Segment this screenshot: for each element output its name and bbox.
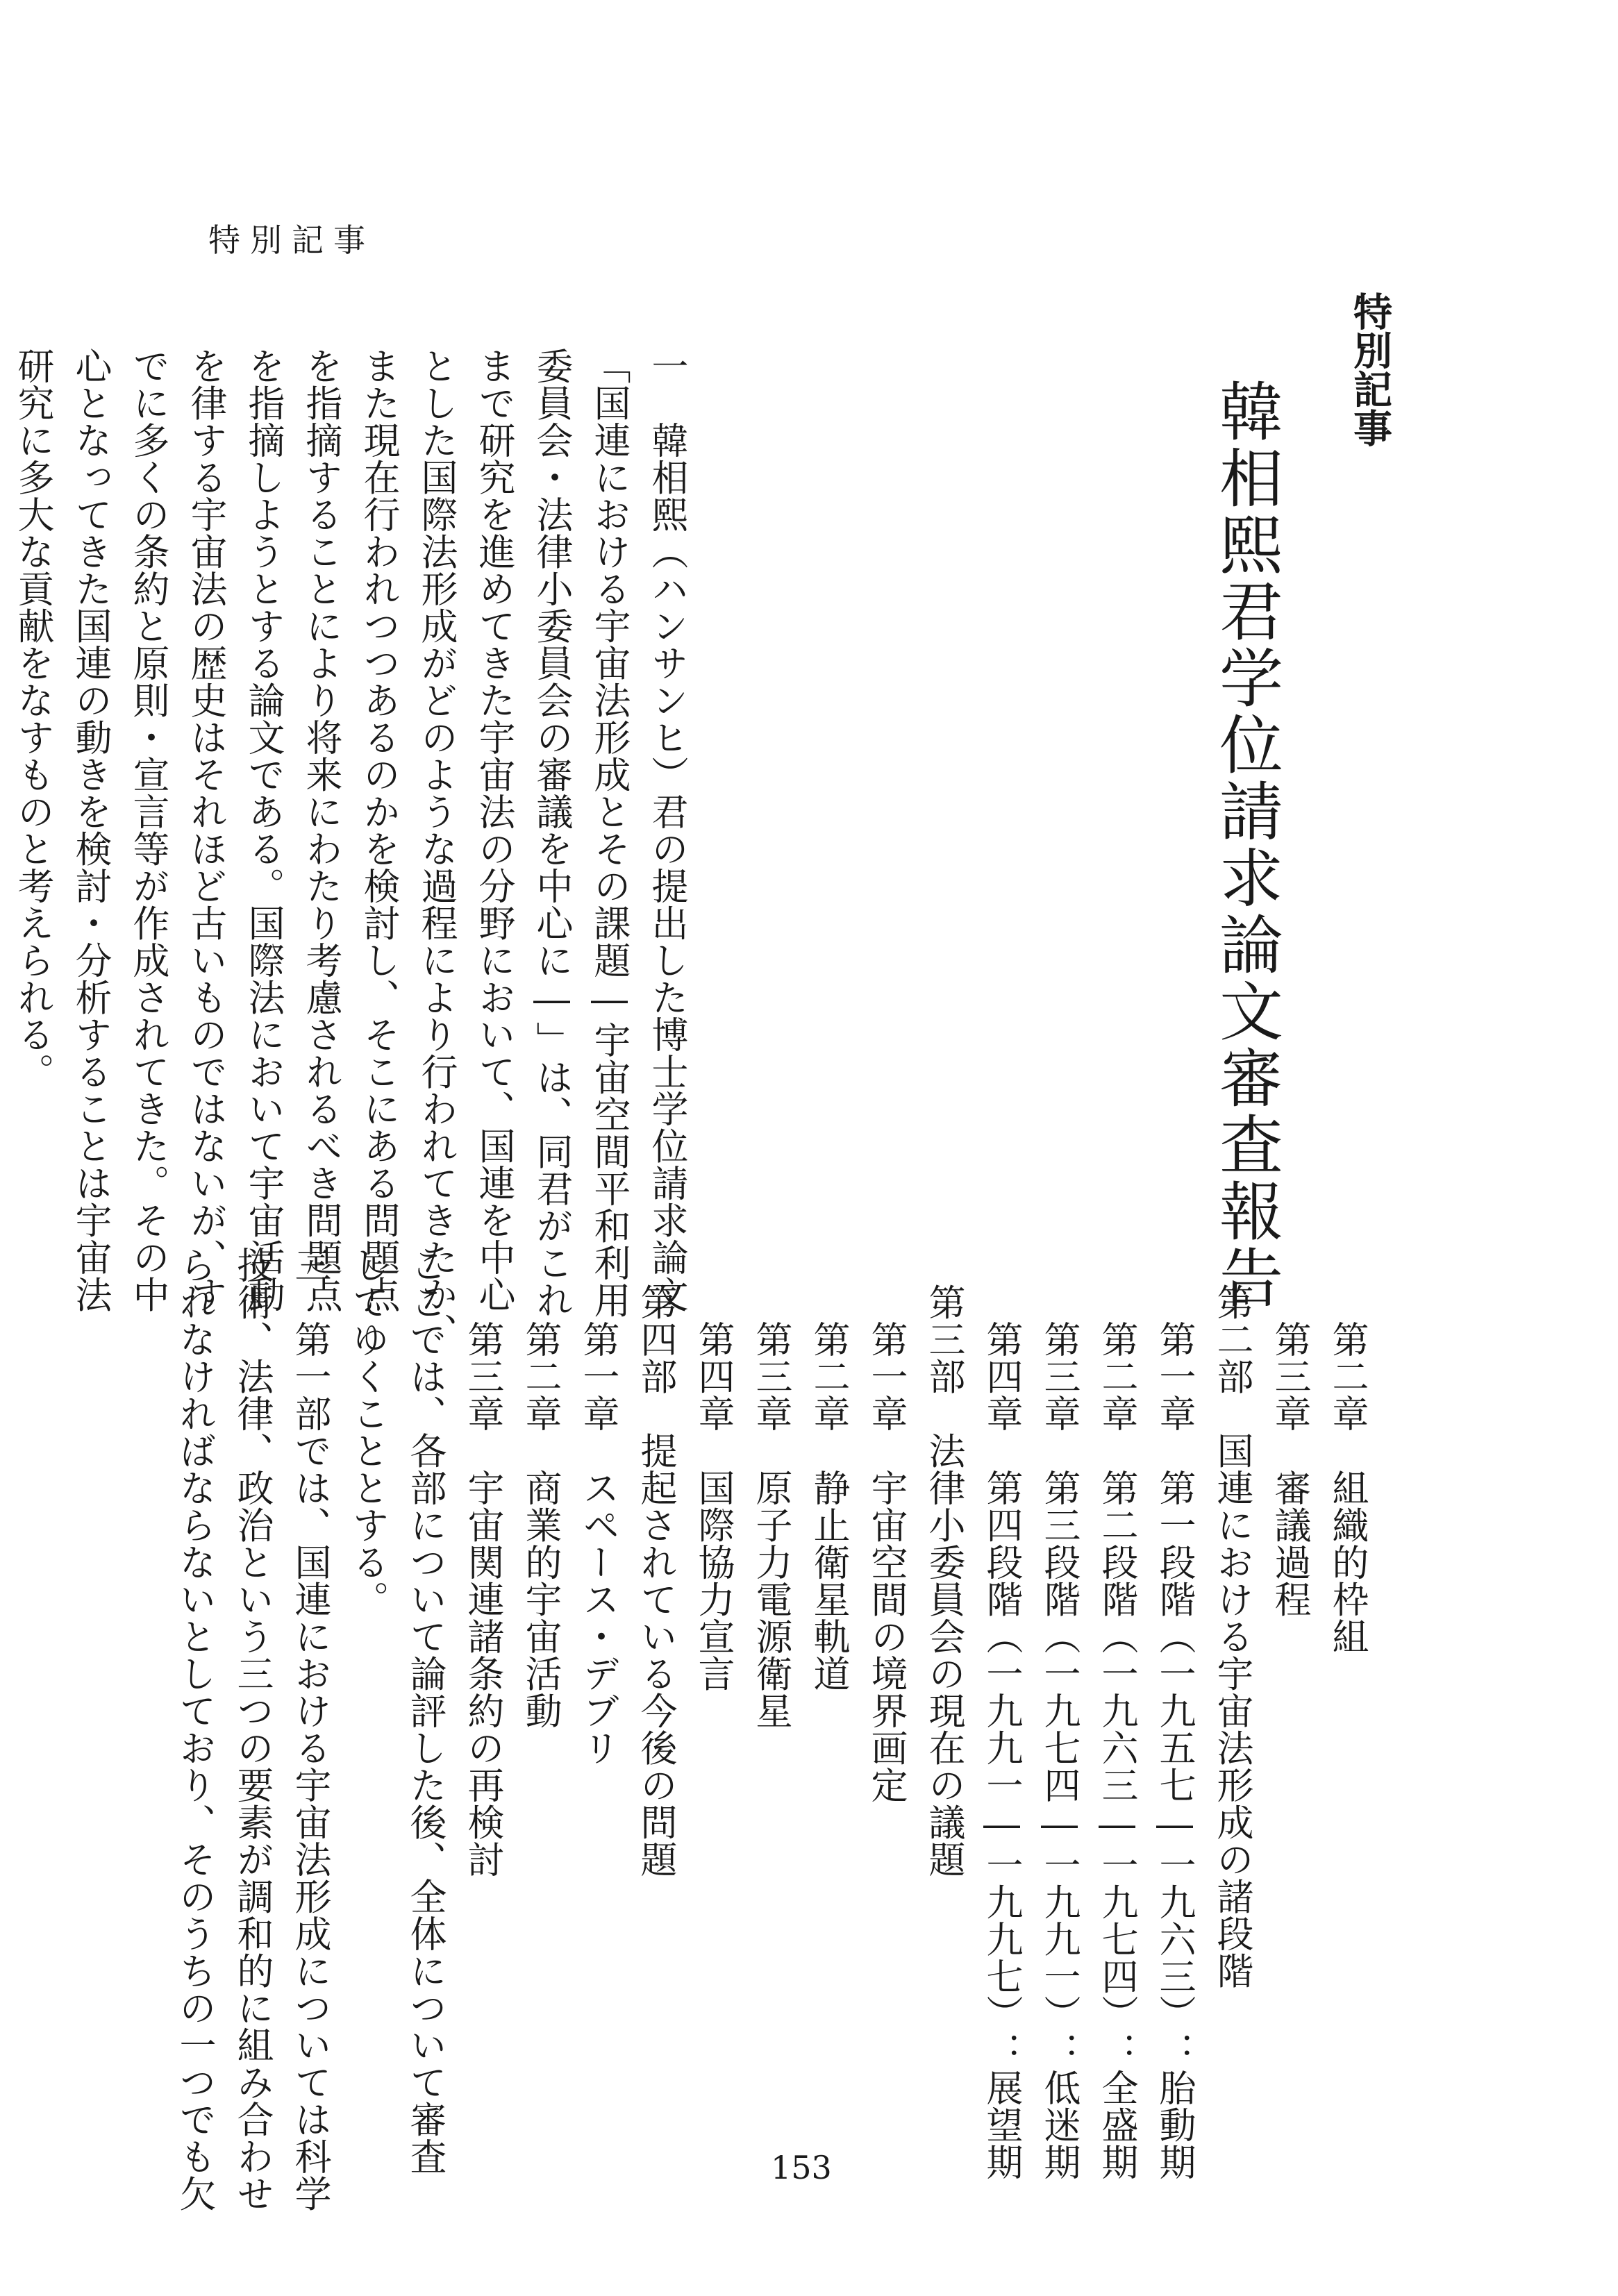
body-line: 研究に多大な貢献をなすものと考えられる。 (12, 347, 54, 1090)
body-line: を指摘することにより将来にわたり考慮されるべき問題点 (300, 347, 342, 1313)
body-line: 第二章 商業的宇宙活動 (519, 1246, 562, 1729)
body-line: を律する宇宙法の歴史はそれほど古いものではないが、す (185, 347, 227, 1313)
body-line: 第三章 審議過程 (1269, 1246, 1311, 1618)
body-line: 第三部 法律小委員会の現在の議題 (923, 1246, 965, 1878)
body-line: 第二章 第二段階（一九六三―一九七四）：全盛期 (1096, 1246, 1138, 2181)
body-line: 一 韓相熙（ハンサンヒ）君の提出した博士学位請求論文 (646, 347, 688, 1313)
body-line: 第二章 静止衛星軌道 (808, 1246, 850, 1692)
body-line: を指摘しようとする論文である。国際法において宇宙活動 (242, 347, 285, 1313)
running-head: 特別記事 (208, 221, 375, 259)
body-line: 第三章 第三段階（一九七四―一九九一）：低迷期 (1038, 1246, 1081, 2181)
body-line: してゆくこととする。 (347, 1246, 389, 1618)
body-line: 第四章 国際協力宣言 (692, 1246, 735, 1692)
body-line: とした国際法形成がどのような過程により行われてきたか、 (415, 347, 458, 1350)
section-tag: 特別記事 (1347, 292, 1392, 447)
body-line: 第三章 原子力電源衛星 (750, 1246, 792, 1729)
body-line: また現在行われつつあるのかを検討し、そこにある問題点 (358, 347, 400, 1313)
body-line: 心となってきた国連の動きを検討・分析することは宇宙法 (69, 347, 112, 1313)
body-line: 第三章 宇宙関連諸条約の再検討 (462, 1246, 504, 1878)
page-number: 153 (771, 2149, 832, 2186)
page-title: 韓相熙君学位請求論文審査報告 (1209, 378, 1283, 1312)
body-line: 第一章 第一段階（一九五七―一九六三）：胎動期 (1153, 1246, 1196, 2181)
body-line: ここでは、各部について論評した後、全体について審査 (404, 1246, 447, 2175)
body-line: 第四部 提起されている今後の問題 (635, 1246, 677, 1878)
body-line: 三 第一部では、国連における宇宙法形成については科学 (289, 1246, 331, 2212)
body-line: 第二部 国連における宇宙法形成の諸段階 (1211, 1246, 1253, 1989)
body-line: 第四章 第四段階（一九九一―一九九七）：展望期 (981, 1246, 1023, 2181)
body-line: 第一章 スペース・デブリ (577, 1246, 619, 1766)
body-line: 技術、法律、政治という三つの要素が調和的に組み合わせ (231, 1246, 274, 2212)
body-line: られなければならないとしており、そのうちの一つでも欠 (174, 1246, 216, 2212)
body-line: でに多くの条約と原則・宣言等が作成されてきた。その中 (127, 347, 169, 1313)
body-line: 第二章 組織的枠組 (1326, 1246, 1369, 1655)
body-line: 第一章 宇宙空間の境界画定 (865, 1246, 908, 1804)
body-line: まで研究を進めてきた宇宙法の分野において、国連を中心 (473, 347, 515, 1313)
body-line: 委員会・法律小委員会の審議を中心に―」は、同君がこれ (531, 347, 573, 1318)
body-line: 「国連における宇宙法形成とその課題―宇宙空間平和利用 (588, 347, 631, 1318)
